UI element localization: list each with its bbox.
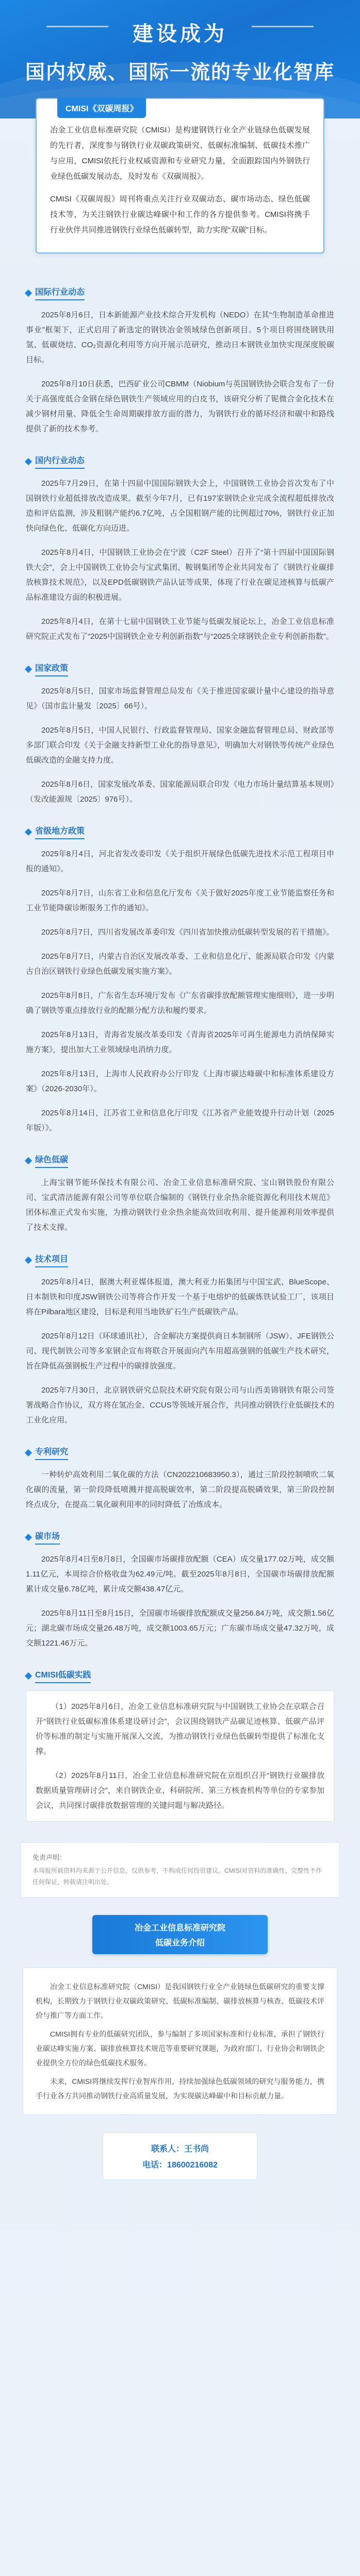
diamond-icon bbox=[25, 1672, 32, 1679]
news-content bbox=[0, 253, 360, 1822]
section-title: CMISI低碳实践 bbox=[35, 1668, 91, 1683]
intro-tag: CMISI《双碳周报》 bbox=[57, 98, 146, 118]
news-entry: 2025年8月4日，据澳大利亚媒体报道，澳大利亚力拓集团与中国宝武、BlueScope、日本制铁和印度JSW钢铁公司等将合作开发一个基于电熔炉的低碳炼铁试验工厂，该项目将在Pilbara地区建设，目标是利用当地铁矿石生产低碳铁产品。 bbox=[26, 1278, 334, 1316]
news-entry: 2025年8月13日，上海市人民政府办公厅印发《上海市碳达峰碳中和标准体系建设方案》（2026-2030年）。 bbox=[26, 1070, 334, 1093]
about-paragraph-1: 冶金工业信息标准研究院（CMISI）是我国钢铁行业全产业链绿色低碳研究的重要支撑机构，长期致力于钢铁行业双碳政策研究、低碳标准编制、碳排放核算与核查、低碳技术评价与推广等方面工作。 bbox=[36, 1982, 324, 2020]
section-heading bbox=[26, 1252, 334, 1267]
diamond-icon bbox=[25, 1533, 32, 1540]
intro-box bbox=[36, 98, 324, 253]
section-heading bbox=[26, 454, 334, 469]
hero-title-line2: 国内权威、国际一流的专业化智库 bbox=[25, 62, 335, 83]
section-title: 省级地方政策 bbox=[35, 824, 85, 839]
news-entry: 2025年8月6日，日本新能源产业技术综合开发机构（NEDO）在其“生物制造革命推进事业”框架下，正式启用了新选定的钢铁冶金领域绿色创新项目。5个项目将围绕钢铁用氢、低碳烧结、CO₂资源化利用等方向开展示范研究，推动日本钢铁业加快实现深度脱碳目标。 bbox=[26, 311, 334, 364]
contact-box bbox=[103, 2132, 257, 2180]
news-entry: 2025年8月7日，内蒙古自治区发展改革委、工业和信息化厅、能源局联合印发《内蒙古自治区钢铁行业绿色低碳发展实施方案》。 bbox=[26, 952, 334, 976]
news-entry: 2025年8月4日至8月8日，全国碳市场碳排放配额（CEA）成交量177.02万吨，成交额1.11亿元，本周综合价格收盘为62.49元/吨。截至2025年8月8日，全国碳市场碳排放配额累计成交量6.78亿吨，累计成交额438.47亿元。 bbox=[26, 1555, 334, 1594]
news-entry: 2025年8月10日获悉，巴西矿业公司CBMM（Niobium与英国钢铁协会联合发布了一份关于高强度低合金钢在绿色钢铁生产领域应用的白皮书，该研究分析了铌微合金化技术在减少钢材用量、降低全生命周期碳排放方面的潜力，为钢铁行业的循环经济和碳中和路线提供了新的技术参考。 bbox=[26, 380, 334, 433]
news-entry: 2025年8月14日，江苏省工业和信息化厅印发《江苏省产业能效提升行动计划（2025年版）》。 bbox=[26, 1109, 334, 1132]
news-entry: 上海宝钢节能环保技术有限公司、冶金工业信息标准研究院、宝山钢铁股份有限公司、宝武清洁能源有限公司等单位联合编制的《钢铁行业余热余能资源化利用技术规范》团体标准正式发布实施，为推动钢铁行业余热余能高效回收利用、提升能源利用效率提供了技术支撑。 bbox=[26, 1178, 334, 1232]
intro-paragraph-1: 冶金工业信息标准研究院（CMISI）是构建钢铁行业全产业链绿色低碳发展的先行者，深度参与钢铁行业双碳政策研究、低碳标准编制、低碳技术推广与应用，CMISI依托行业权威资源和专业研究力量，全面跟踪国内外钢铁行业绿色低碳发展动态，及时发布《双碳周报》。 bbox=[50, 126, 310, 181]
diamond-icon bbox=[25, 289, 32, 296]
business-intro-badge bbox=[92, 1915, 268, 1954]
disclaimer-text: 本周报所载资料均来源于公开信息，仅供参考，不构成任何投资建议。CMISI对资料的准确性、完整性不作任何保证，转载请注明出处。 bbox=[32, 1867, 322, 1886]
news-entry: 2025年8月5日，国家市场监督管理总局发布《关于推进国家碳计量中心建设的指导意见》（国市监计量发〔2025〕66号）。 bbox=[26, 687, 334, 710]
diamond-icon bbox=[25, 828, 32, 835]
section-heading bbox=[26, 1530, 334, 1545]
section-title: 国内行业动态 bbox=[35, 454, 85, 469]
section-heading bbox=[26, 1153, 334, 1168]
section-cmisi-practice bbox=[26, 1668, 334, 1822]
section-heading bbox=[26, 1445, 334, 1460]
section-title: 绿色低碳 bbox=[35, 1153, 68, 1168]
section-provincial-policy bbox=[26, 824, 334, 1136]
section-green-lowcarbon bbox=[26, 1153, 334, 1235]
news-entry: 2025年8月11日至8月15日，全国碳市场碳排放配额成交量256.84万吨，成交额1.56亿元；湖北碳市场成交量26.48万吨，成交额1003.65万元；广东碳市场成交量47.32万吨，成交额1221.46万元。 bbox=[26, 1609, 334, 1648]
about-box bbox=[23, 1968, 337, 2115]
contact-person: 联系人：王书尚 bbox=[151, 2145, 209, 2154]
intro-paragraph-2: CMISI《双碳周报》周刊将重点关注行业双碳动态、碳市场动态、绿色低碳技术等，为关注钢铁行业碳达峰碳中和工作的各方提供参考。CMISI将携手行业伙伴共同推进钢铁行业绿色低碳转型，助力实现“双碳”目标。 bbox=[50, 195, 310, 234]
news-entry: 2025年8月6日，国家发展改革委、国家能源局联合印发《电力市场计量结算基本规则》（发改能源规〔2025〕976号）。 bbox=[26, 780, 334, 804]
section-title: 国家政策 bbox=[35, 662, 68, 676]
about-paragraph-2: CMISI拥有专业的低碳研究团队，参与编制了多项国家标准和行业标准，承担了钢铁行业碳达峰实施方案、碳排放核算技术规范等重要研究课题，为政府部门、行业协会和钢铁企业提供全方位的绿色低碳技术服务。 bbox=[36, 2030, 324, 2067]
section-international bbox=[26, 285, 334, 436]
badge-line-2: 低碳业务介绍 bbox=[155, 1939, 205, 1947]
news-entry: 2025年8月7日，四川省发展改革委印发《四川省加快推动低碳转型发展的若干措施》。 bbox=[41, 928, 334, 937]
about-paragraph-3: 未来，CMISI将继续发挥行业智库作用，持续加强绿色低碳领域的研究与服务能力，携手行业各方共同推动钢铁行业高质量发展，为实现碳达峰碳中和目标贡献力量。 bbox=[36, 2077, 324, 2100]
news-entry: 2025年7月29日，在第十四届中国国际钢铁大会上，中国钢铁工业协会首次发布了中国钢铁行业超低排放改造成果。截至今年7月，已有197家钢铁企业完成全流程超低排放改造和评估监测，涉及粗钢产能约6.7亿吨，占全国粗钢产能的比例超过70%，钢铁行业正加快向绿色化、低碳化方向迈进。 bbox=[26, 479, 334, 533]
news-entry: 2025年8月4日，在第十七届中国钢铁工业节能与低碳发展论坛上，冶金工业信息标准研究院正式发布了“2025中国钢铁企业专利创新指数”与“2025全球钢铁企业专利创新指数”。 bbox=[26, 617, 334, 641]
section-domestic bbox=[26, 454, 334, 644]
news-entry: 2025年8月12日（环球通讯社），合金解决方案提供商日本制钢所（JSW）、JFE钢铁公司、现代制铁公司等多家钢企宣布将联合开展面向汽车用超高强钢的低碳生产技术研究，旨在降低高强钢板生产过程中的碳排放强度。 bbox=[26, 1332, 334, 1370]
section-title: 专利研究 bbox=[35, 1445, 68, 1460]
diamond-icon bbox=[25, 1449, 32, 1456]
news-entry: 2025年8月8日，广东省生态环境厅发布《广东省碳排放配额管理实施细则》，进一步明确了钢铁等重点排放行业的配额分配方法和履约要求。 bbox=[26, 991, 334, 1015]
news-entry: 2025年8月13日，青海省发展改革委印发《青海省2025年可再生能源电力消纳保障实施方案》，提出加大工业领域绿电消纳力度。 bbox=[26, 1030, 334, 1054]
section-patents bbox=[26, 1445, 334, 1512]
diamond-icon bbox=[25, 457, 32, 465]
diamond-icon bbox=[25, 665, 32, 672]
news-entry: （2）2025年8月11日，冶金工业信息标准研究院在京组织召开“钢铁行业碳排放数据质量管理研讨会”，来自钢铁企业、科研院所、第三方核查机构等单位的专家参加会议，共同探讨碳排放数据管理的关键问题与解决路径。 bbox=[36, 1771, 324, 1810]
section-heading bbox=[26, 824, 334, 839]
news-entry: 2025年8月4日，河北省发改委印发《关于组织开展绿色低碳先进技术示范工程项目申报的通知》。 bbox=[26, 850, 334, 873]
news-entry: （1）2025年8月6日，冶金工业信息标准研究院与中国钢铁工业协会在京联合召开“钢铁行业低碳标准体系建设研讨会”，会议围绕钢铁产品碳足迹核算、低碳产品评价等标准的制定与实施开展深入交流，为推动钢铁行业绿色低碳转型提供了标准化支撑。 bbox=[36, 1702, 324, 1756]
disclaimer-box bbox=[21, 1842, 339, 1897]
news-entry: 2025年8月4日，中国钢铁工业协会在宁波（C2F Steel）召开了“第十四届中国国际钢铁大会”，会上中国钢铁工业协会与宝武集团、鞍钢集团等企业共同发布了《钢铁行业碳排放核算技术规范》，以及EPD低碳钢铁产品认证等成果，体现了行业在碳足迹核算与低碳产品标准建设方面的积极进展。 bbox=[26, 548, 334, 602]
news-entry: 2025年8月7日，山东省工业和信息化厅发布《关于做好2025年度工业节能监察任务和工业节能降碳诊断服务工作的通知》。 bbox=[26, 889, 334, 912]
practice-box bbox=[26, 1690, 334, 1822]
hero-title-line1: 建设成为 bbox=[133, 23, 227, 45]
section-title: 技术项目 bbox=[35, 1252, 68, 1267]
section-title: 碳市场 bbox=[35, 1530, 60, 1545]
section-tech-projects bbox=[26, 1252, 334, 1428]
section-heading bbox=[26, 662, 334, 676]
disclaimer-title: 免责声明： bbox=[32, 1854, 67, 1861]
badge-line-1: 冶金工业信息标准研究院 bbox=[134, 1924, 225, 1933]
news-entry: 一种转炉高效利用二氧化碳的方法（CN202210683950.3），通过三阶段控制喷吹二氧化碳的流量，第一阶段降低喷溅并提高脱碳效率，第二阶段提高脱磷效果，第三阶段控制终点成分，在提高二氧化碳利用率的同时降低了冶炼成本。 bbox=[26, 1470, 334, 1509]
diamond-icon bbox=[25, 1256, 32, 1263]
diamond-icon bbox=[25, 1157, 32, 1164]
section-heading bbox=[26, 285, 334, 300]
section-title: 国际行业动态 bbox=[35, 285, 85, 300]
contact-phone[interactable]: 电话：18600216082 bbox=[142, 2161, 218, 2170]
section-carbon-market bbox=[26, 1530, 334, 1651]
news-entry: 2025年7月30日，北京钢铁研究总院技术研究院有限公司与山西美锦钢铁有限公司签署战略合作协议，双方将在氢冶金、CCUS等领域开展合作，共同推动钢铁行业低碳技术的工业化应用。 bbox=[26, 1386, 334, 1425]
section-national-policy bbox=[26, 662, 334, 807]
news-entry: 2025年8月5日，中国人民银行、行政监督管理局、国家金融监督管理总局、财政部等多部门联合印发《关于金融支持新型工业化的指导意见》，明确加大对钢铁等传统产业绿色低碳改造的金融支持力度。 bbox=[26, 726, 334, 765]
section-heading bbox=[26, 1668, 334, 1683]
